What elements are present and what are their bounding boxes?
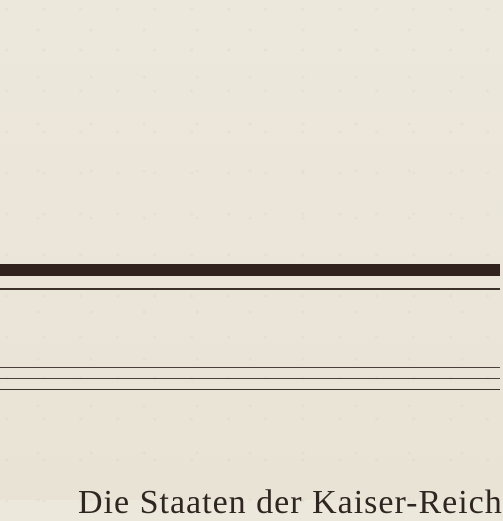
thin-border-rule-middle-1 bbox=[0, 367, 500, 368]
page-caption: Die Staaten der Kaiser-Reich bbox=[78, 484, 503, 521]
thick-border-rule bbox=[0, 264, 500, 276]
thin-border-rule-bottom bbox=[0, 389, 500, 390]
thin-border-rule-middle-2 bbox=[0, 378, 500, 379]
thin-border-rule-top bbox=[0, 288, 500, 290]
